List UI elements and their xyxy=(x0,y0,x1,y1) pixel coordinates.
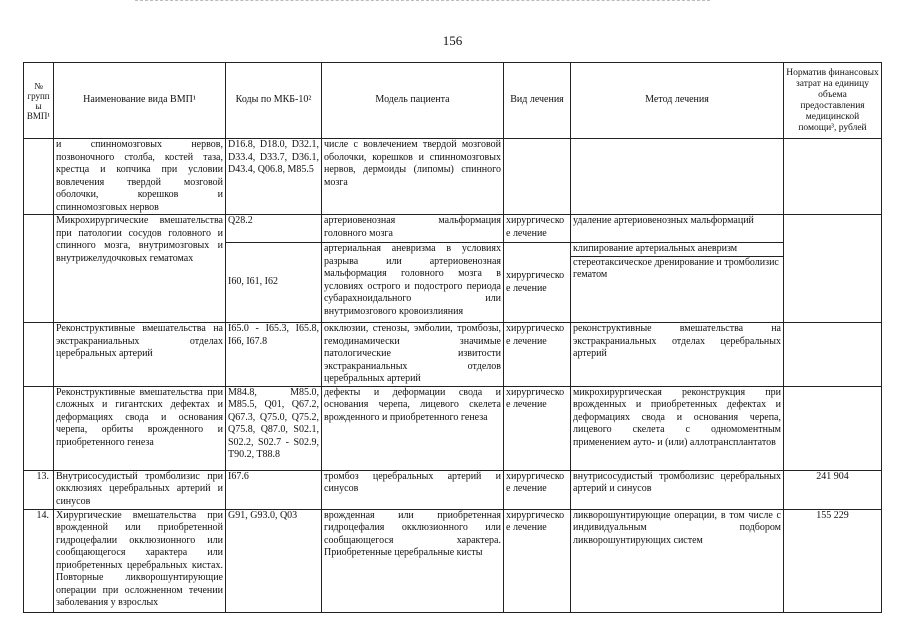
row-method-group xyxy=(571,243,784,323)
table-row xyxy=(24,215,882,243)
row-number xyxy=(24,215,54,323)
table-row xyxy=(24,323,882,387)
row-model: врожденная или приобретенная гидроцефалия окклюзионного или сообщающегося характера. Приобретенные церебральные кисты xyxy=(322,509,504,612)
header-method: Метод лечения xyxy=(571,63,784,139)
row-norm xyxy=(784,323,882,387)
row-model: артериальная аневризма в условиях разрыва или артериовенозная мальформация головного мозга в условиях острого и подострого периода субарахноидального или внутримозгового кровоизлияния xyxy=(322,243,504,323)
row-method: удаление артериовенозных мальформаций xyxy=(571,215,784,243)
row-codes: D16.8, D18.0, D32.1, D33.4, D33.7, D36.1, D43.4, Q06.8, M85.5 xyxy=(226,139,322,215)
row-name: Хирургические вмешательства при врожденной или приобретенной гидроцефалии окклюзионного или сообщающегося характера или приобретенных церебральных кистах. Повторные ликворошунтирующие операции при осложненном течении заболевания у взрослых xyxy=(54,509,226,612)
table-row xyxy=(24,139,882,215)
row-number xyxy=(24,386,54,470)
row-method: клипирование артериальных аневризм xyxy=(571,243,783,257)
row-number xyxy=(24,139,54,215)
row-number xyxy=(24,323,54,387)
table-row xyxy=(24,509,882,612)
row-codes: I67.6 xyxy=(226,470,322,509)
row-norm xyxy=(784,139,882,215)
row-treatment-type: хирургическое лечение xyxy=(504,470,571,509)
row-name: Микрохирургические вмешательства при патологии сосудов головного и спинного мозга, внутримозговых и внутрижелудочковых гематомах xyxy=(54,215,226,323)
row-treatment-type xyxy=(504,139,571,215)
row-treatment-type: хирургическое лечение xyxy=(504,509,571,612)
row-treatment-type: хирургическое лечение xyxy=(504,386,571,470)
header-codes: Коды по МКБ-10² xyxy=(226,63,322,139)
vmp-table xyxy=(23,62,882,613)
row-method xyxy=(571,139,784,215)
table-header-row xyxy=(24,63,882,139)
header-norm: Норматив финансовых затрат на единицу объема предоставления медицинской помощи³, рублей xyxy=(784,63,882,139)
row-codes: Q28.2 xyxy=(226,215,322,243)
row-model: окклюзии, стенозы, эмболии, тромбозы, гемодинамически значимые патологические извитости экстракраниальных отделов церебральных артерий xyxy=(322,323,504,387)
row-codes: I65.0 - I65.3, I65.8, I66, I67.8 xyxy=(226,323,322,387)
row-name: Внутрисосудистый тромболизис при окклюзиях церебральных артерий и синусов xyxy=(54,470,226,509)
row-norm: 155 229 xyxy=(784,509,882,612)
row-norm: 241 904 xyxy=(784,470,882,509)
row-model: дефекты и деформации свода и основания черепа, лицевого скелета врожденного и приобретенного генеза xyxy=(322,386,504,470)
row-treatment-type: хирургическое лечение xyxy=(504,323,571,387)
row-method: реконструктивные вмешательства на экстракраниальных отделах церебральных артерий xyxy=(571,323,784,387)
row-name: Реконструктивные вмешательства при сложных и гигантских дефектах и деформациях свода и основания черепа, орбиты врожденного и приобретенного генеза xyxy=(54,386,226,470)
table-row xyxy=(24,386,882,470)
row-codes: M84.8, M85.0, M85.5, Q01, Q67.2, Q67.3, Q75.0, Q75.2, Q75.8, Q87.0, S02.1, S02.2, S02.7 - S02.9, T90.2, T88.8 xyxy=(226,386,322,470)
header-group-no: № группы ВМП¹ xyxy=(24,63,54,139)
table-row xyxy=(24,470,882,509)
row-name: и спинномозговых нервов, позвоночного столба, костей таза, крестца и копчика при условии вовлечения твердой мозговой оболочки, корешков и спинномозговых нервов xyxy=(54,139,226,215)
row-number: 13. xyxy=(24,470,54,509)
row-method: стереотаксическое дренирование и тромболизис гематом xyxy=(573,256,779,280)
row-norm xyxy=(784,215,882,323)
row-method: микрохирургическая реконструкция при врожденных и приобретенных дефектах и деформациях свода и основания черепа, лицевого скелета с одномоментным применением ауто- и (или) аллотрансплантатов xyxy=(571,386,784,470)
row-model: тромбоз церебральных артерий и синусов xyxy=(322,470,504,509)
header-model: Модель пациента xyxy=(322,63,504,139)
row-norm xyxy=(784,386,882,470)
row-method: ликворошунтирующие операции, в том числе с индивидуальным подбором ликворошунтирующих систем xyxy=(571,509,784,612)
page-number: 156 xyxy=(442,33,463,48)
row-treatment-type: хирургическое лечение xyxy=(504,215,571,243)
row-model: артериовенозная мальформация головного мозга xyxy=(322,215,504,243)
header-name: Наименование вида ВМП¹ xyxy=(54,63,226,139)
header-treatment-type: Вид лечения xyxy=(504,63,571,139)
row-codes: G91, G93.0, Q03 xyxy=(226,509,322,612)
row-number: 14. xyxy=(24,509,54,612)
row-codes: I60, I61, I62 xyxy=(226,243,322,323)
row-name: Реконструктивные вмешательства на экстракраниальных отделах церебральных артерий xyxy=(54,323,226,387)
row-method: внутрисосудистый тромболизис церебральных артерий и синусов xyxy=(571,470,784,509)
top-rule xyxy=(135,0,710,1)
row-model: числе с вовлечением твердой мозговой оболочки, корешков и спинномозговых нервов, дермоиды (липомы) спинного мозга xyxy=(322,139,504,215)
row-treatment-type: хирургическое лечение xyxy=(504,243,571,323)
